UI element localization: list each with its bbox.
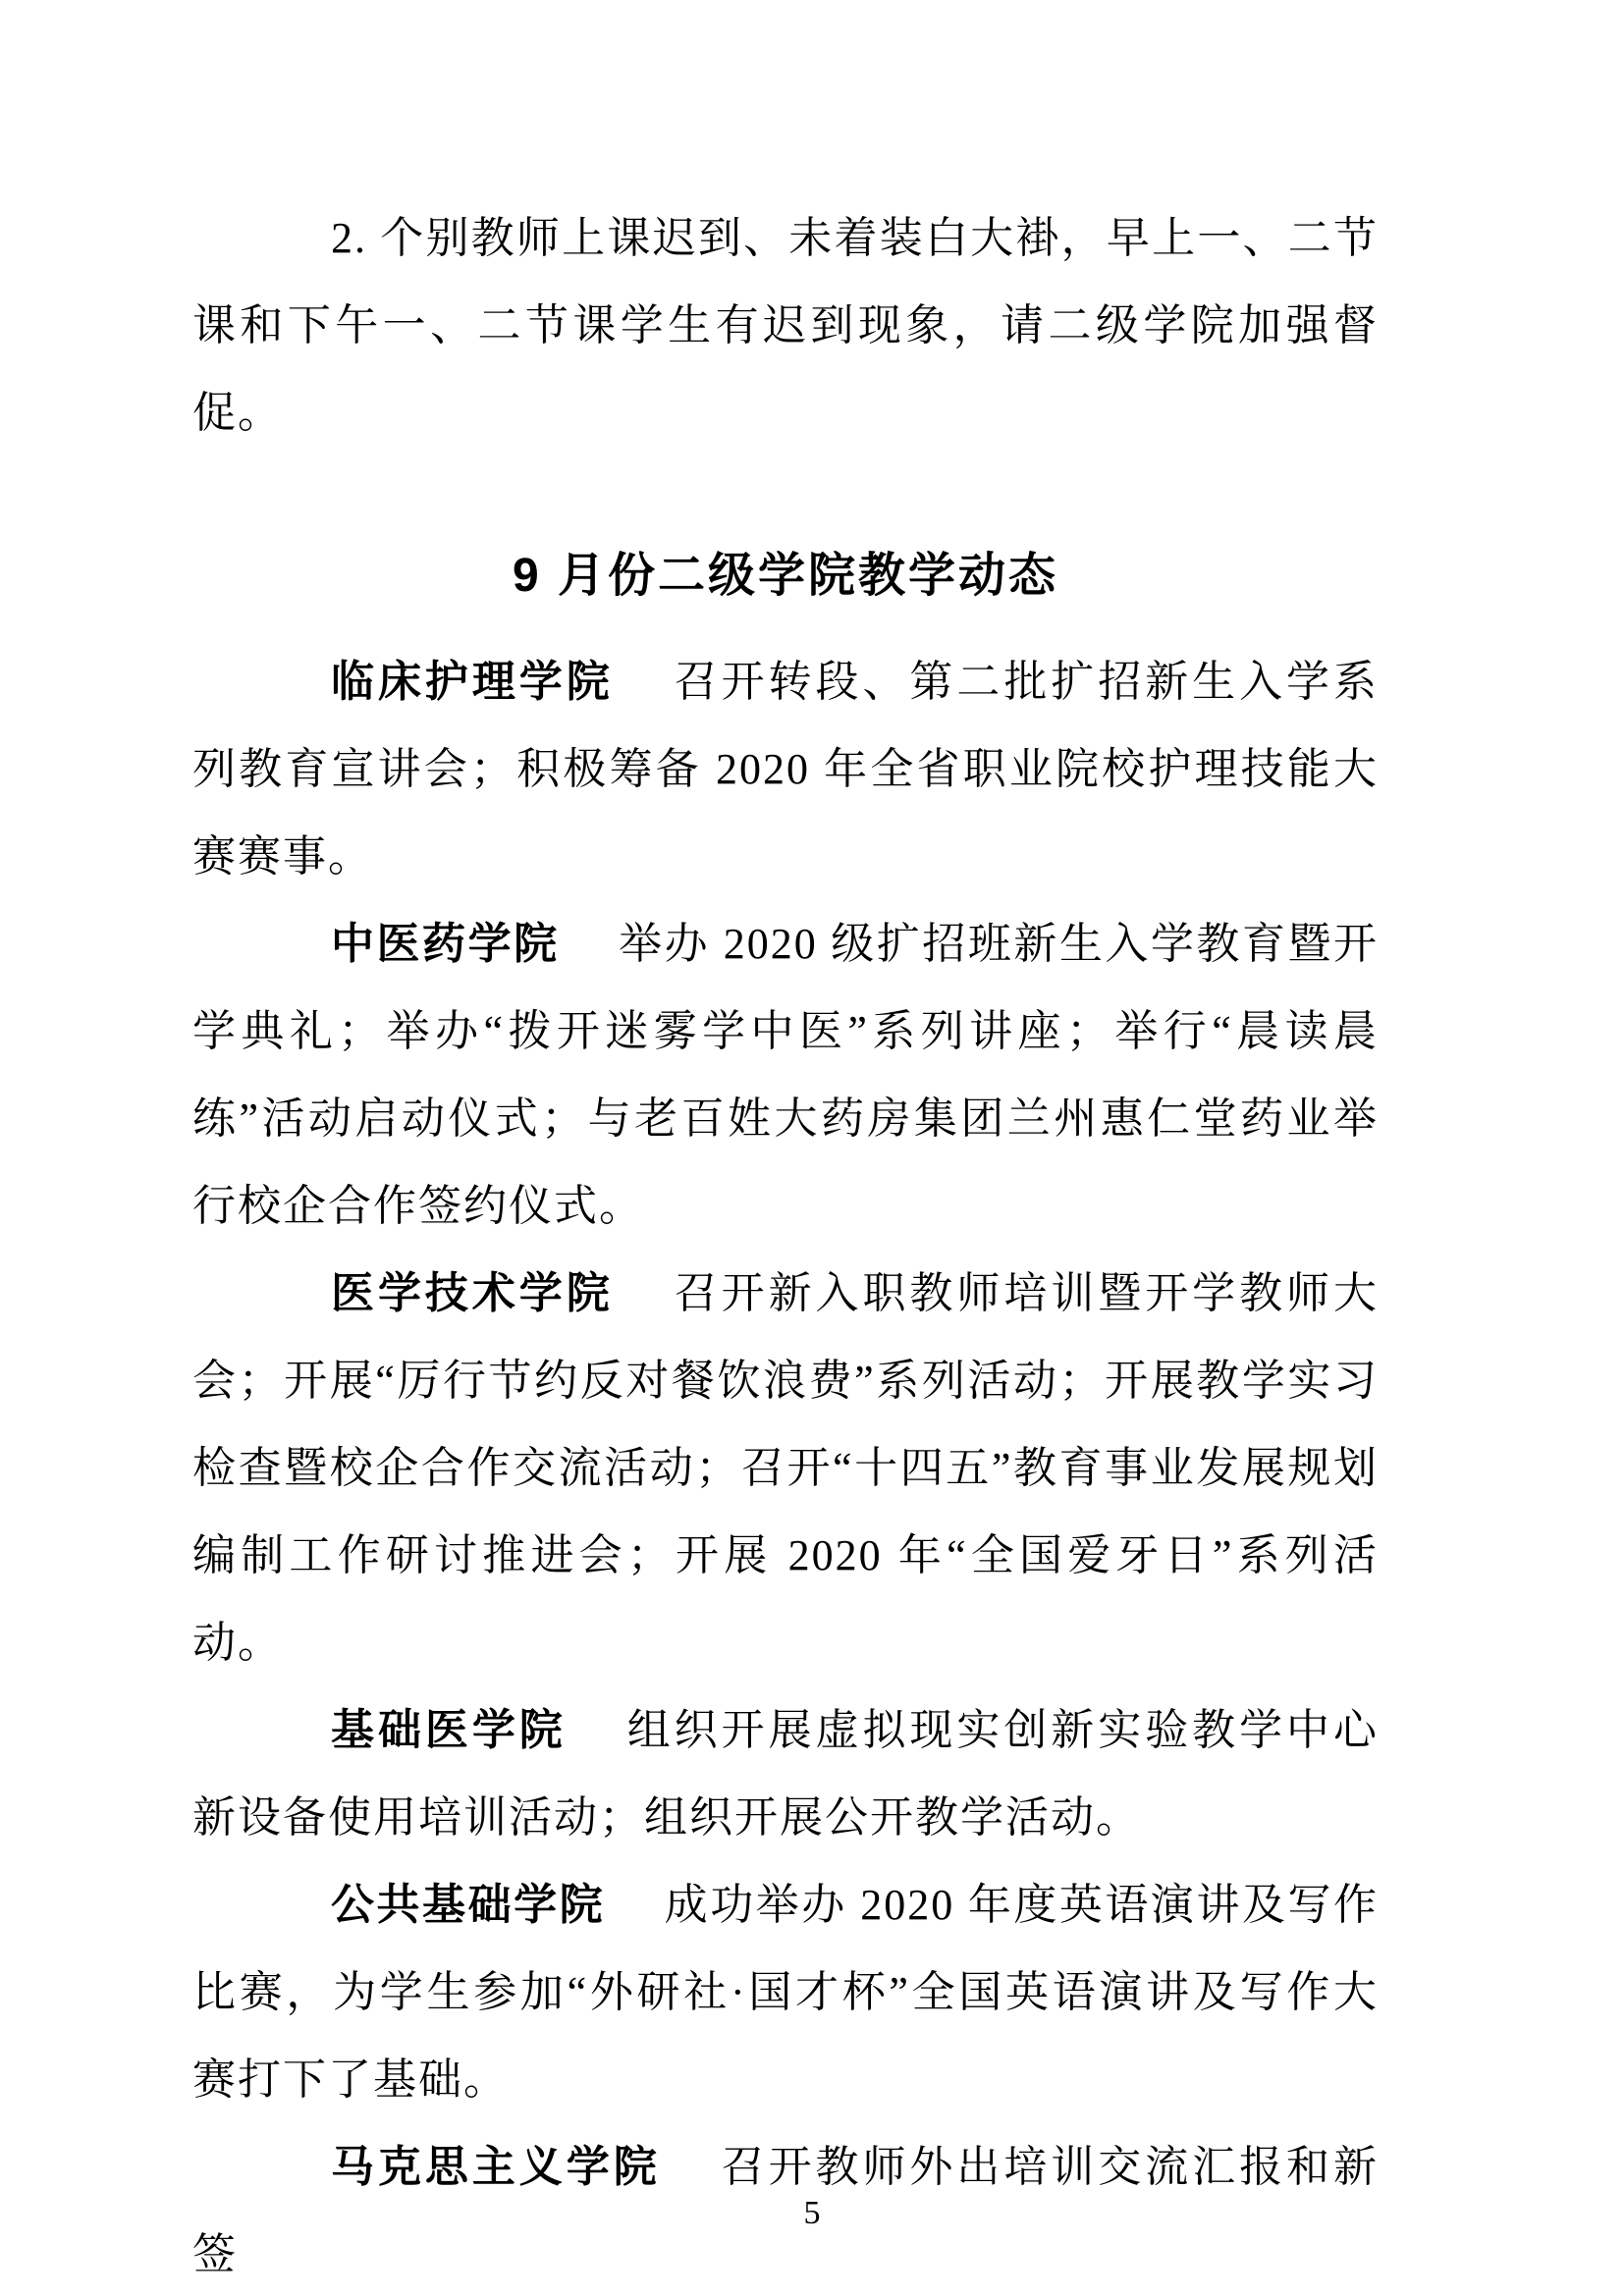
college-body: 召开转段、第二批扩招新生入学系列教育宣讲会；积极筹备 2020 年全省职业院校护理技能大赛赛事。 xyxy=(192,658,1380,881)
college-name: 中医药学院 xyxy=(331,920,560,968)
document-content xyxy=(192,194,1379,2296)
section-paragraph-public-basics xyxy=(192,1861,1379,2123)
section-paragraph-basic-medicine xyxy=(192,1686,1379,1861)
college-body: 举办 2020 级扩招班新生入学教育暨开学典礼；举办“拨开迷雾学中医”系列讲座；举行“晨读晨练”活动启动仪式；与老百姓大药房集团兰州惠仁堂药业举行校企合作签约仪式。 xyxy=(192,920,1380,1230)
section-paragraph-medical-technology xyxy=(192,1250,1379,1686)
college-name: 公共基础学院 xyxy=(331,1881,606,1929)
college-body: 召开新入职教师培训暨开学教师大会；开展“厉行节约反对餐饮浪费”系列活动；开展教学实习检查暨校企合作交流活动；召开“十四五”教育事业发展规划编制工作研讨推进会；开展 2020 年“全国爱牙日”系列活动。 xyxy=(192,1269,1380,1667)
college-body: 成功举办 2020 年度英语演讲及写作比赛，为学生参加“外研社·国才杯”全国英语演讲及写作大赛打下了基础。 xyxy=(192,1881,1380,2104)
college-name: 医学技术学院 xyxy=(331,1269,614,1317)
section-paragraph-clinical-nursing xyxy=(192,638,1379,900)
numbered-item-2-text: 2. 个别教师上课迟到、未着装白大褂，早上一、二节课和下午一、二节课学生有迟到现象，请二级学院加强督促。 xyxy=(192,214,1379,437)
college-body: 召开教师外出培训交流汇报和新签 xyxy=(192,2143,1380,2278)
section-paragraph-tcm xyxy=(192,900,1379,1250)
college-body: 组织开展虚拟现实创新实验教学中心新设备使用培训活动；组织开展公开教学活动。 xyxy=(192,1706,1380,1842)
college-name: 基础医学院 xyxy=(331,1706,567,1754)
college-name: 临床护理学院 xyxy=(331,658,614,706)
numbered-item-2-paragraph xyxy=(192,194,1379,456)
section-heading: 9 月份二级学院教学动态 xyxy=(512,550,1059,602)
page-number: 5 xyxy=(803,2195,821,2231)
college-name: 马克思主义学院 xyxy=(331,2143,661,2191)
